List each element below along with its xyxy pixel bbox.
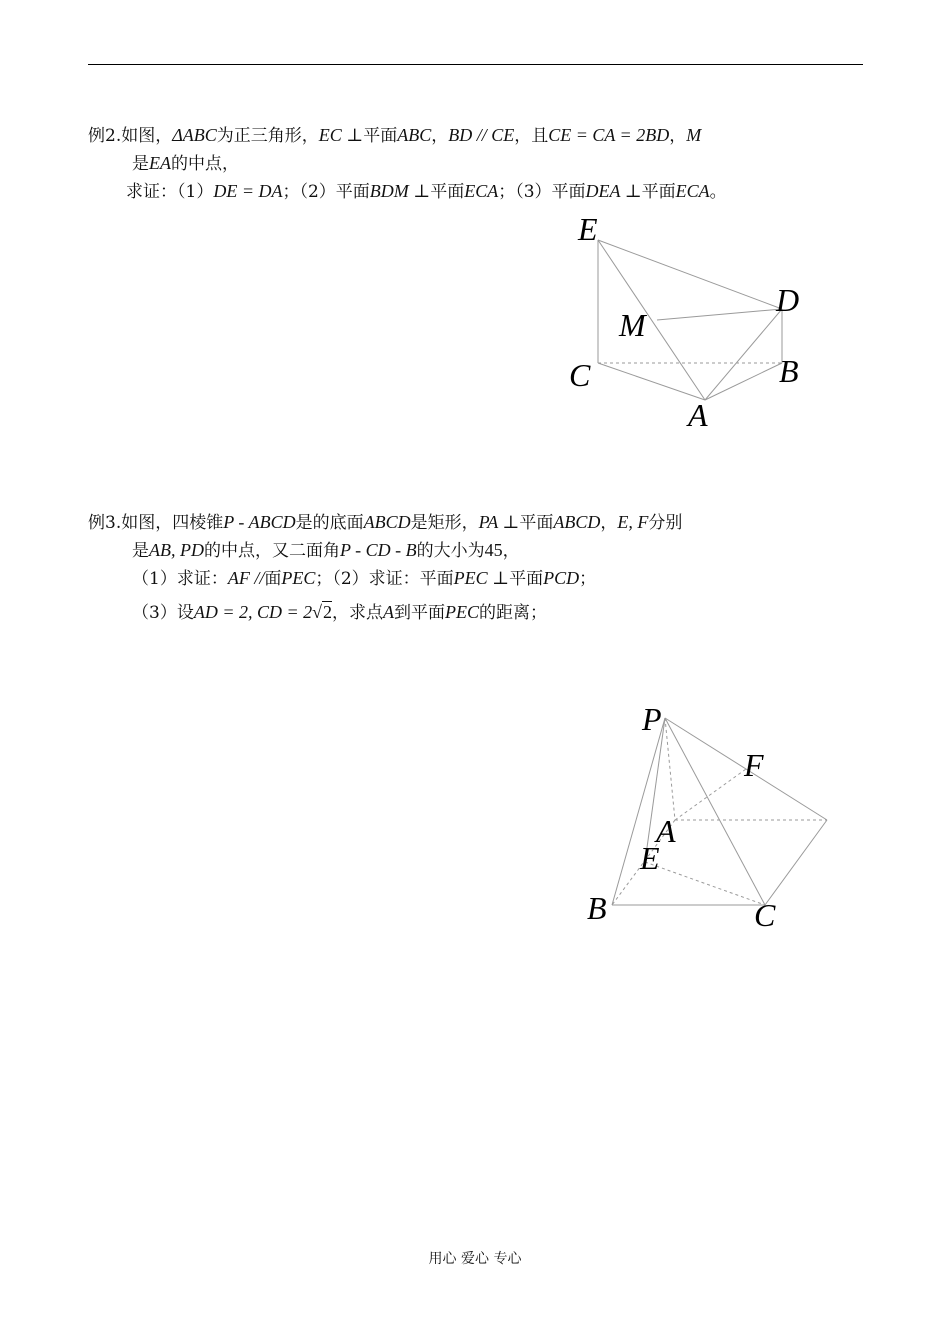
math: ECA: [464, 181, 499, 201]
math: AF //: [227, 568, 265, 588]
text: 是的底面: [295, 513, 364, 533]
label-P: P: [642, 701, 662, 737]
label-B: B: [779, 353, 799, 389]
text: ，: [431, 126, 449, 146]
label-E: E: [640, 840, 660, 876]
math: ABCD: [553, 512, 601, 532]
edge-EC-hidden: [645, 862, 765, 905]
label-F: F: [744, 747, 764, 783]
math: PCD: [543, 568, 580, 588]
page-footer: 用心 爱心 专心: [428, 1251, 522, 1267]
math: P - CD - B: [339, 540, 417, 560]
text: 是矩形，: [410, 513, 479, 533]
math: BDM ⊥: [369, 181, 431, 201]
text: 。: [709, 182, 727, 202]
text: ，求点: [332, 603, 384, 623]
math: P - ABCD: [223, 512, 296, 532]
label-C: C: [754, 897, 776, 933]
example-3-edges: [612, 718, 827, 905]
math: CE = CA = 2BD: [548, 125, 670, 145]
edge-AF-hidden: [675, 769, 746, 820]
math: AD = 2, CD = 2: [193, 602, 313, 622]
math: ECA: [675, 181, 710, 201]
label-C: C: [569, 357, 591, 393]
text: 的中点，又二面角: [203, 541, 340, 561]
math: EC ⊥: [318, 125, 364, 145]
text: 平面: [519, 513, 554, 533]
math: DEA ⊥: [585, 181, 642, 201]
text: 分别: [648, 513, 683, 533]
label-M: M: [619, 307, 646, 343]
text: 的距离；: [479, 603, 548, 623]
text: 是: [132, 541, 149, 561]
text: 例2.如图，: [88, 126, 173, 146]
text: ；（3）平面: [498, 182, 586, 202]
text: 例3.如图，四棱锥: [88, 513, 224, 533]
math: PEC ⊥: [453, 568, 510, 588]
math: ABCD: [363, 512, 411, 532]
text: 平面: [641, 182, 676, 202]
sqrt-radicand: 2: [323, 602, 333, 622]
text: 面: [264, 569, 282, 589]
text: ，且: [514, 126, 549, 146]
math: ABC: [397, 125, 432, 145]
text: ；（2）平面: [282, 182, 370, 202]
number: 45: [484, 540, 503, 560]
label-A: A: [656, 813, 676, 849]
label-E: E: [578, 211, 598, 247]
label-B: B: [587, 890, 607, 926]
text: 是: [132, 154, 149, 174]
math: PEC: [445, 602, 480, 622]
math: ΔABC: [172, 125, 217, 145]
text: 到平面: [394, 603, 446, 623]
label-A: A: [688, 397, 708, 433]
text: 平面: [509, 569, 544, 589]
text: ；（2）求证：平面: [315, 569, 454, 589]
math: E, F: [617, 512, 649, 532]
math: PA ⊥: [478, 512, 520, 532]
label-D: D: [776, 282, 800, 318]
text: 的大小为: [416, 541, 485, 561]
edge-CD: [765, 820, 827, 905]
math: M: [686, 125, 702, 145]
math: PEC: [281, 568, 316, 588]
sqrt-sign: √: [312, 602, 323, 622]
text: （3）设: [132, 603, 194, 623]
text: ；: [579, 569, 597, 589]
text: 求证：（1）: [126, 182, 214, 202]
text: 平面: [430, 182, 465, 202]
text: ，: [669, 126, 687, 146]
math: AB, PD: [149, 540, 204, 560]
text: 平面: [363, 126, 398, 146]
text: ，: [600, 513, 618, 533]
text: 的中点，: [171, 154, 239, 174]
edge-PB: [612, 718, 665, 905]
text: ，: [502, 541, 520, 561]
math: BD // CE: [448, 125, 515, 145]
math: EA: [149, 153, 171, 173]
math: DE = DA: [213, 181, 283, 201]
text: （1）求证：: [132, 569, 228, 589]
math: A: [383, 602, 395, 622]
text: 为正三角形，: [216, 126, 319, 146]
